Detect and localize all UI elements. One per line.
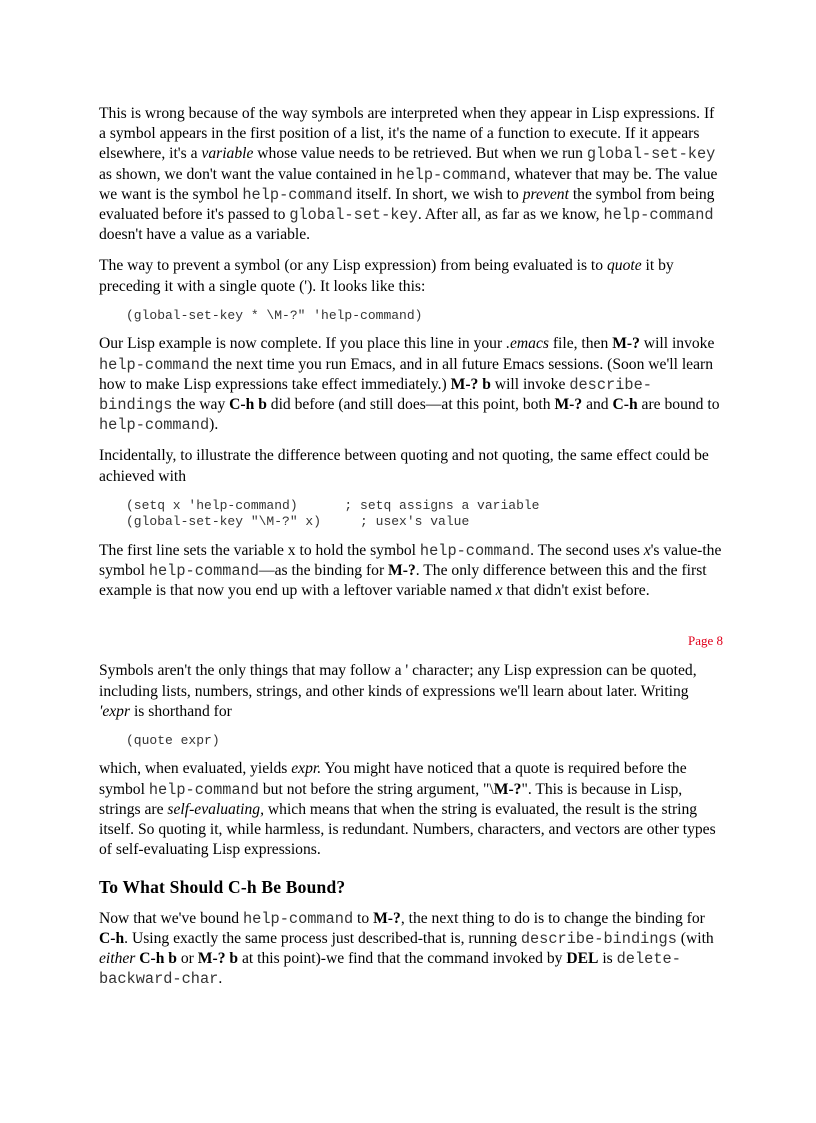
text: . The only difference between this and the first example is that now you end up with a leftover variable named bbox=[99, 561, 707, 600]
text: did before (and still does—at this point, both bbox=[266, 395, 555, 413]
text: are bound to bbox=[637, 395, 720, 413]
text: You might have noticed that a quote is required before the symbol bbox=[99, 760, 687, 798]
code-term: help-command bbox=[148, 780, 259, 799]
text: that didn't exist before. bbox=[502, 582, 650, 600]
key-binding: C-h b bbox=[229, 395, 267, 413]
text: itself. In short, we wish to bbox=[352, 185, 523, 203]
code-term: help-command bbox=[242, 185, 353, 204]
key-binding: DEL bbox=[566, 950, 599, 968]
key-binding: M-? bbox=[554, 395, 583, 413]
text: and bbox=[582, 395, 613, 413]
code-term: help-command bbox=[243, 909, 354, 928]
key-binding: M-? bbox=[388, 561, 416, 579]
text: will invoke bbox=[490, 375, 570, 393]
text: doesn't have a value as a variable. bbox=[99, 226, 311, 244]
code-term: delete-backward-char bbox=[99, 950, 681, 989]
text: Our Lisp example is now complete. If you place this line in your bbox=[99, 335, 507, 353]
text: the symbol from being evaluated before it's passed to bbox=[99, 185, 715, 224]
italic-term: .emacs bbox=[506, 335, 549, 353]
paragraph-incidentally bbox=[99, 446, 723, 486]
code-term: help-command bbox=[148, 561, 259, 580]
text: at this point)-we find that the command invoked by bbox=[238, 950, 567, 968]
text: to bbox=[353, 909, 374, 927]
italic-term: either bbox=[99, 950, 136, 968]
text: The first line sets the variable x to hold the symbol bbox=[99, 541, 420, 559]
paragraph-change-binding bbox=[99, 909, 723, 990]
text: file, then bbox=[548, 335, 613, 353]
code-block-setq-example: (setq x 'help-command) ; setq assigns a variable (global-set-key "\M-?" x) ; usex's value bbox=[126, 497, 540, 530]
text: . Using exactly the same process just described-that is, running bbox=[124, 929, 521, 947]
text: Now that we've bound bbox=[99, 909, 243, 927]
italic-term: expr. bbox=[291, 760, 322, 778]
section-heading: To What Should C-h Be Bound? bbox=[99, 877, 346, 898]
text: This is wrong because of the way symbols are interpreted when they appear in Lisp expressions. If a symbol appears in the first position of a list, it's the name of a function to execute. If it appears elsewhere, it's a bbox=[99, 105, 715, 163]
text: . The second uses bbox=[530, 541, 644, 559]
code-block-global-set-key: (global-set-key * \M-?" 'help-command) bbox=[126, 307, 423, 323]
paragraph-how-to-quote bbox=[99, 256, 723, 296]
code-term: global-set-key bbox=[289, 206, 418, 225]
italic-term: x bbox=[495, 582, 503, 600]
key-binding: M-? bbox=[612, 335, 640, 353]
key-binding: C-h bbox=[99, 929, 125, 947]
text: or bbox=[176, 950, 198, 968]
text: (with bbox=[676, 929, 714, 947]
code-term: global-set-key bbox=[586, 145, 716, 164]
text: but not before the string argument, "\ bbox=[258, 780, 494, 798]
code-term: help-command bbox=[419, 541, 531, 560]
code-block-quote-expr: (quote expr) bbox=[126, 732, 220, 748]
text: ). bbox=[209, 416, 219, 434]
code-term: help-command bbox=[99, 416, 210, 435]
text: , the next thing to do is to change the binding for bbox=[400, 909, 705, 927]
italic-term: prevent bbox=[522, 185, 569, 203]
text: whose value needs to be retrieved. But when we run bbox=[253, 145, 587, 163]
text: will invoke bbox=[639, 335, 715, 353]
text: The way to prevent a symbol (or any Lisp expression) from being evaluated is to bbox=[99, 257, 607, 275]
text: as shown, we don't want the value contained in bbox=[99, 165, 397, 183]
text: Symbols aren't the only things that may follow a ' character; any Lisp expression can be quoted, including lists, numbers, strings, and other kinds of expressions we'll learn about later. Writing bbox=[99, 662, 697, 700]
text: . bbox=[218, 970, 223, 988]
text: which means that when the string is evaluated, the result is the string itself. So quoting it, while harmless, is redundant. Numbers, characters, and vectors are other types of self-evaluating Lisp expressions. bbox=[99, 800, 716, 859]
italic-term: x bbox=[643, 541, 651, 559]
italic-term: variable bbox=[201, 145, 254, 163]
code-term: describe-bindings bbox=[99, 375, 652, 414]
paragraph-quoting-problem bbox=[99, 104, 723, 245]
text: is bbox=[598, 950, 617, 968]
code-term: help-command bbox=[396, 165, 507, 184]
italic-term: quote bbox=[606, 257, 642, 275]
paragraph-self-evaluating bbox=[99, 759, 723, 860]
text: , whatever that may be. The value we want is the symbol bbox=[99, 165, 718, 203]
text: . After all, as far as we know, bbox=[417, 206, 604, 224]
paragraph-example-complete bbox=[99, 334, 723, 435]
text: it by preceding it with a single quote ('). It looks like this: bbox=[99, 257, 674, 295]
key-binding: M-? b bbox=[197, 950, 239, 968]
text: the way bbox=[172, 395, 230, 413]
paragraph-first-line-sets bbox=[99, 541, 723, 602]
italic-term: 'expr bbox=[99, 702, 131, 720]
key-binding: M-? bbox=[373, 909, 401, 927]
text: which, when evaluated, yields bbox=[99, 760, 292, 778]
text: ". This is because in Lisp, strings are bbox=[99, 780, 683, 818]
text: —as the binding for bbox=[258, 561, 389, 579]
key-binding: C-h bbox=[612, 395, 638, 413]
text: 's value-the symbol bbox=[99, 541, 722, 579]
code-term: help-command bbox=[99, 355, 210, 374]
document-page bbox=[99, 104, 723, 1001]
italic-term: self-evaluating, bbox=[167, 800, 264, 818]
text: is shorthand for bbox=[130, 702, 232, 720]
key-binding: C-h b bbox=[139, 950, 177, 968]
paragraph-symbols-not-only bbox=[99, 661, 723, 722]
key-binding: M-? b bbox=[450, 375, 491, 393]
page-number: Page 8 bbox=[687, 633, 723, 649]
text: the next time you run Emacs, and in all future Emacs sessions. (Soon we'll learn how to make Lisp expressions take effect immediately.) bbox=[99, 355, 714, 393]
key-binding: M-? bbox=[493, 780, 522, 798]
code-term: describe-bindings bbox=[520, 929, 677, 948]
code-term: help-command bbox=[603, 206, 714, 225]
text: Incidentally, to illustrate the difference between quoting and not quoting, the same effect could be achieved with bbox=[99, 447, 709, 485]
